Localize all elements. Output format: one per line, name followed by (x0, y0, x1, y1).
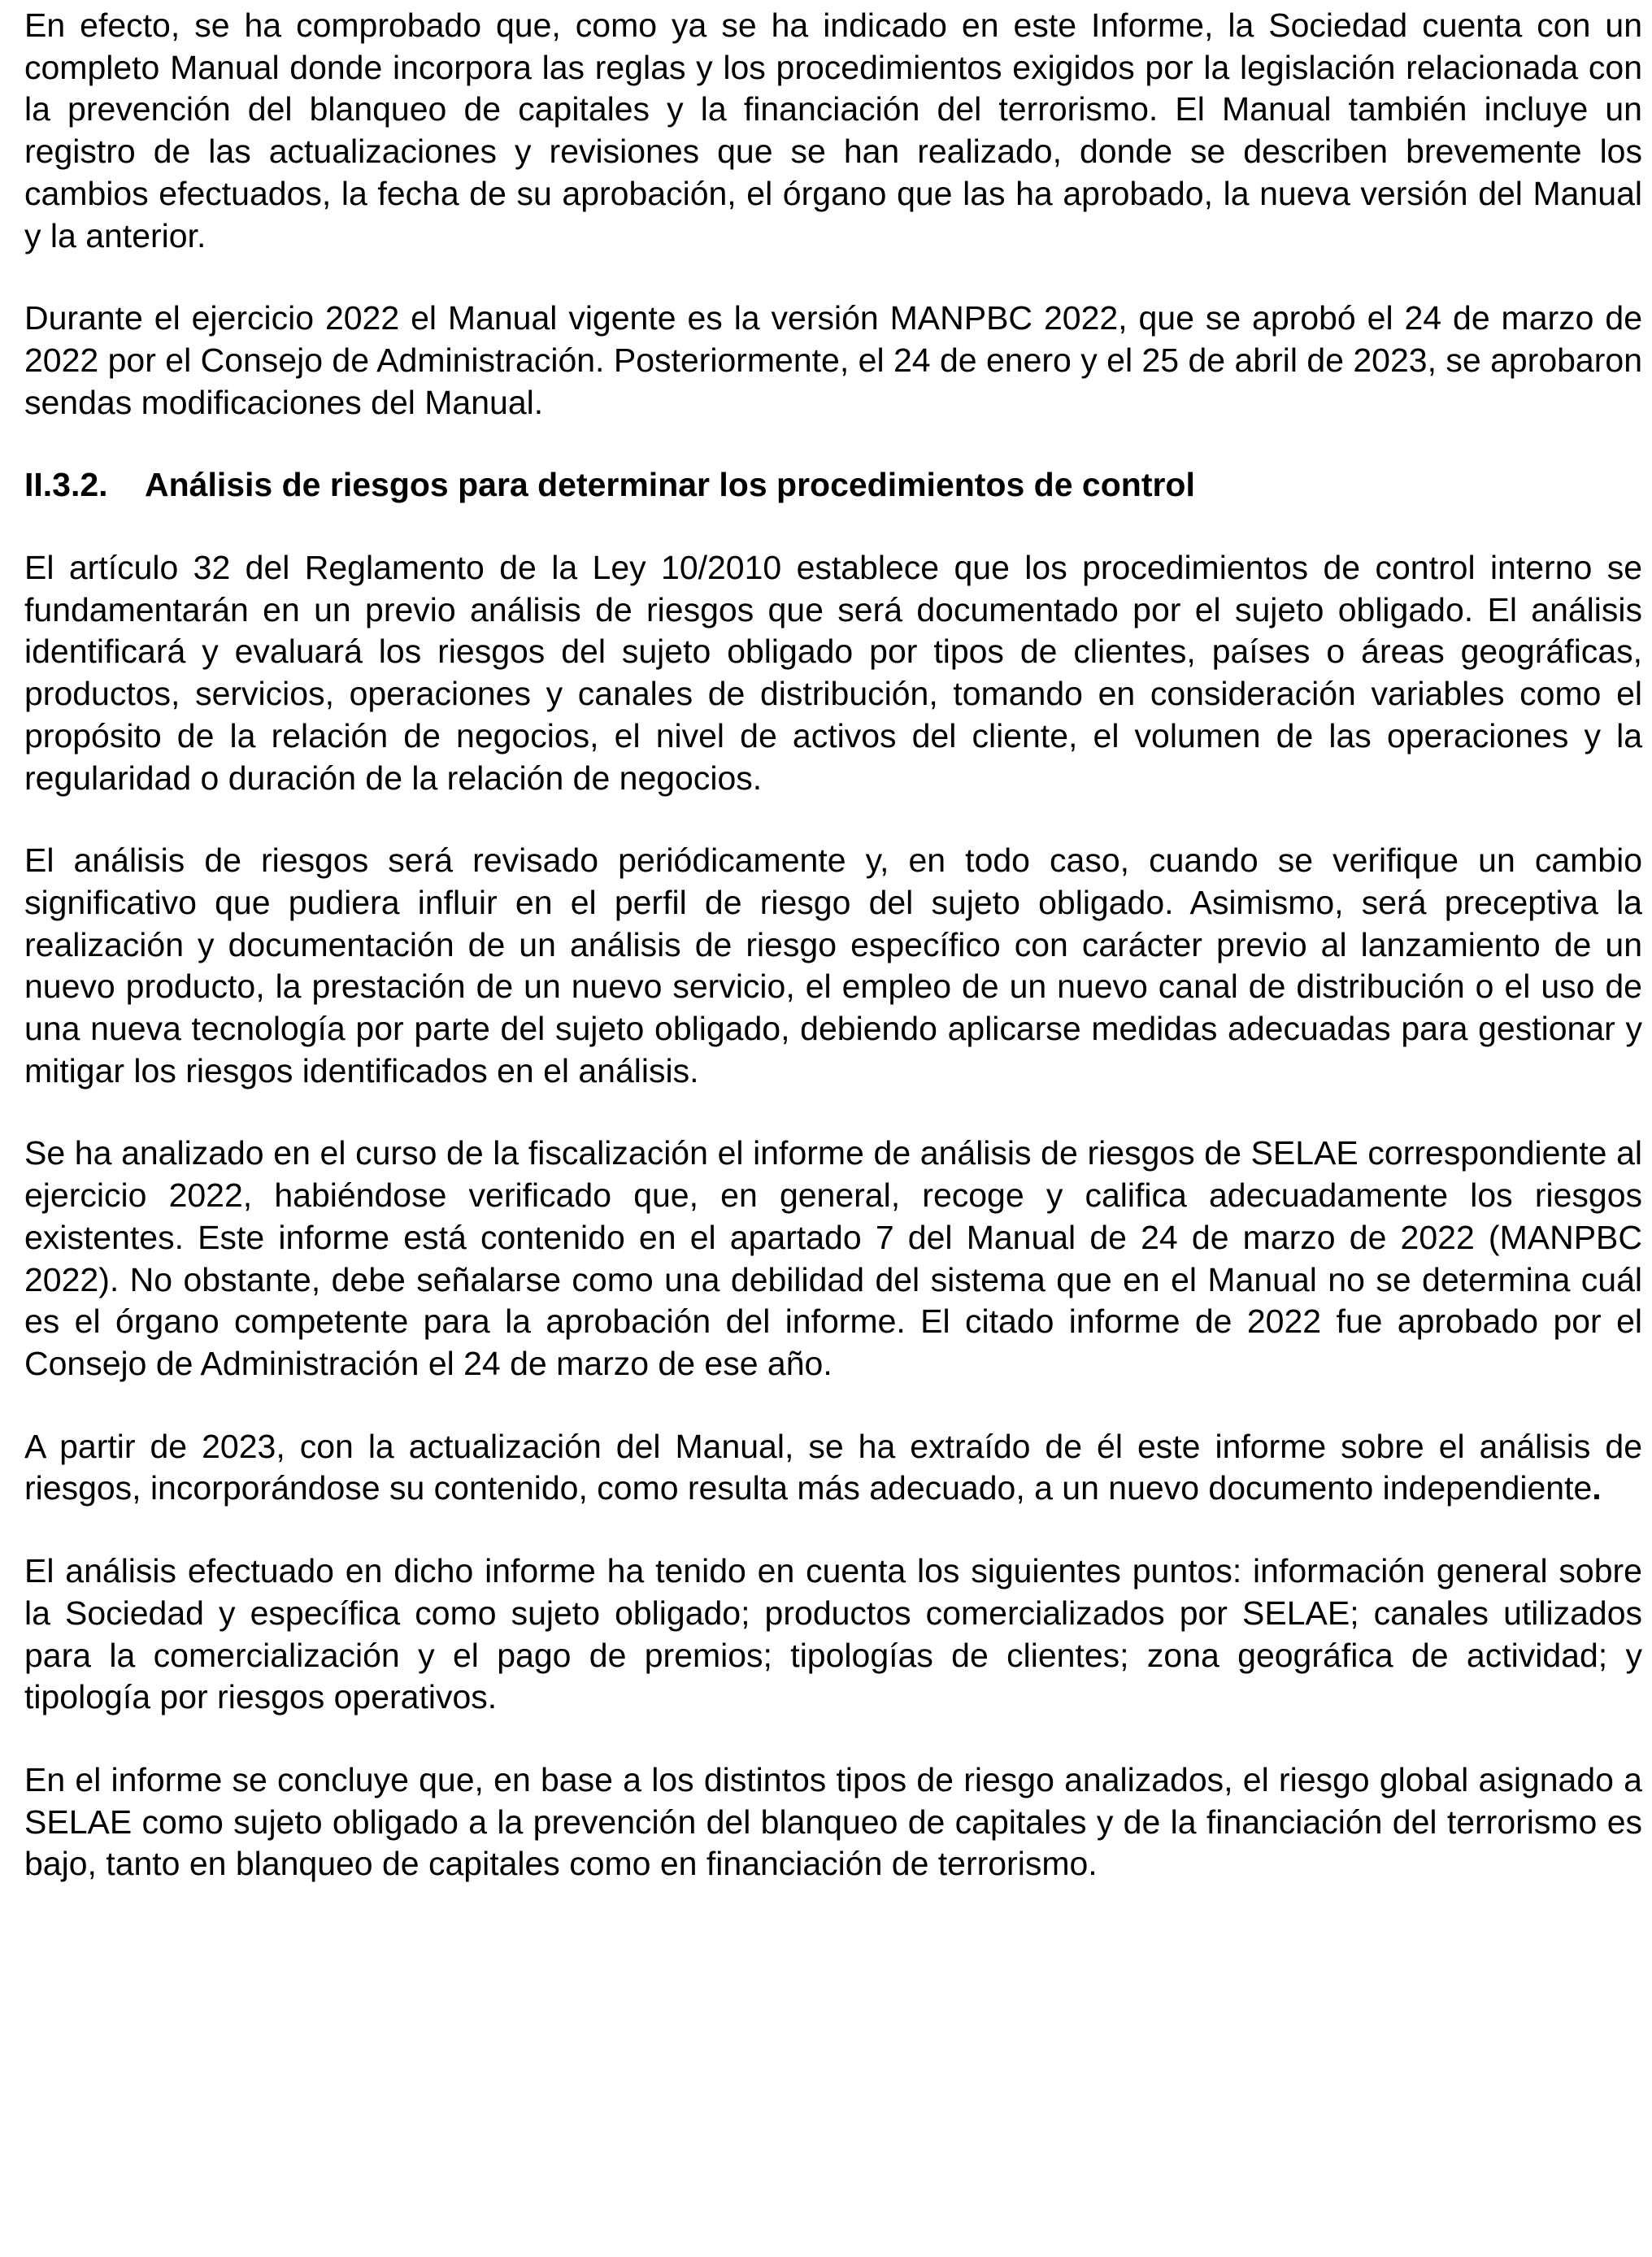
paragraph-manual-version: Durante el ejercicio 2022 el Manual vigente es la versión MANPBC 2022, que se aprobó el 24 de marzo de 2022 por el Consejo de Administración. Posteriormente, el 24 de enero y el 25 de abril de 2023, se aprobaron sendas modificaciones del Manual. (24, 299, 1642, 421)
document-page (24, 5, 1642, 1885)
section-number: II.3.2. (24, 466, 108, 504)
paragraph-new-document-text: A partir de 2023, con la actualización del Manual, se ha extraído de él este informe sobre el análisis de riesgos, incorporándose su contenido, como resulta más adecuado, a un nuevo documento independiente (24, 1427, 1642, 1507)
paragraph-new-document (24, 1426, 1642, 1510)
paragraph-manual-description: En efecto, se ha comprobado que, como ya se ha indicado en este Informe, la Sociedad cuenta con un completo Manual donde incorpora las reglas y los procedimientos exigidos por la legislación relacionada con la prevención del blanqueo de capitales y la financiación del terrorismo. El Manual también incluye un registro de las actualizaciones y revisiones que se han realizado, donde se describen brevemente los cambios efectuados, la fecha de su aprobación, el órgano que las ha aprobado, la nueva versión del Manual y la anterior. (24, 7, 1642, 254)
paragraph-analysis-points: El análisis efectuado en dicho informe ha tenido en cuenta los siguientes puntos: información general sobre la Sociedad y específica como sujeto obligado; productos comercializados por SELAE; canales utilizados para la comercialización y el pago de premios; tipologías de clientes; zona geográfica de actividad; y tipología por riesgos operativos. (24, 1552, 1642, 1716)
paragraph-periodic-review: El análisis de riesgos será revisado periódicamente y, en todo caso, cuando se verifique un cambio significativo que pudiera influir en el perfil de riesgo del sujeto obligado. Asimismo, será preceptiva la realización y documentación de un análisis de riesgo específico con carácter previo al lanzamiento de un nuevo producto, la prestación de un nuevo servicio, el empleo de un nuevo canal de distribución o el uso de una nueva tecnología por parte del sujeto obligado, debiendo aplicarse medidas adecuadas para gestionar y mitigar los riesgos identificados en el análisis. (24, 841, 1642, 1089)
section-title: Análisis de riesgos para determinar los procedimientos de control (145, 466, 1195, 504)
paragraph-conclusion: En el informe se concluye que, en base a los distintos tipos de riesgo analizados, el riesgo global asignado a SELAE como sujeto obligado a la prevención del blanqueo de capitales y de la financiación del terrorismo es bajo, tanto en blanqueo de capitales como en financiación de terrorismo. (24, 1760, 1642, 1883)
section-heading (24, 464, 1642, 507)
paragraph-article-32: El artículo 32 del Reglamento de la Ley 10/2010 establece que los procedimientos de control interno se fundamentarán en un previo análisis de riesgos que será documentado por el sujeto obligado. El análisis identificará y evaluará los riesgos del sujeto obligado por tipos de clientes, países o áreas geográficas, productos, servicios, operaciones y canales de distribución, tomando en consideración variables como el propósito de la relación de negocios, el nivel de activos del cliente, el volumen de las operaciones y la regularidad o duración de la relación de negocios. (24, 549, 1642, 797)
paragraph-end-mark: . (1592, 1469, 1602, 1507)
paragraph-fiscalization: Se ha analizado en el curso de la fiscalización el informe de análisis de riesgos de SELAE correspondiente al ejercicio 2022, habiéndose verificado que, en general, recoge y califica adecuadamente los riesgos existentes. Este informe está contenido en el apartado 7 del Manual de 24 de marzo de 2022 (MANPBC 2022). No obstante, debe señalarse como una debilidad del sistema que en el Manual no se determina cuál es el órgano competente para la aprobación del informe. El citado informe de 2022 fue aprobado por el Consejo de Administración el 24 de marzo de ese año. (24, 1134, 1642, 1382)
